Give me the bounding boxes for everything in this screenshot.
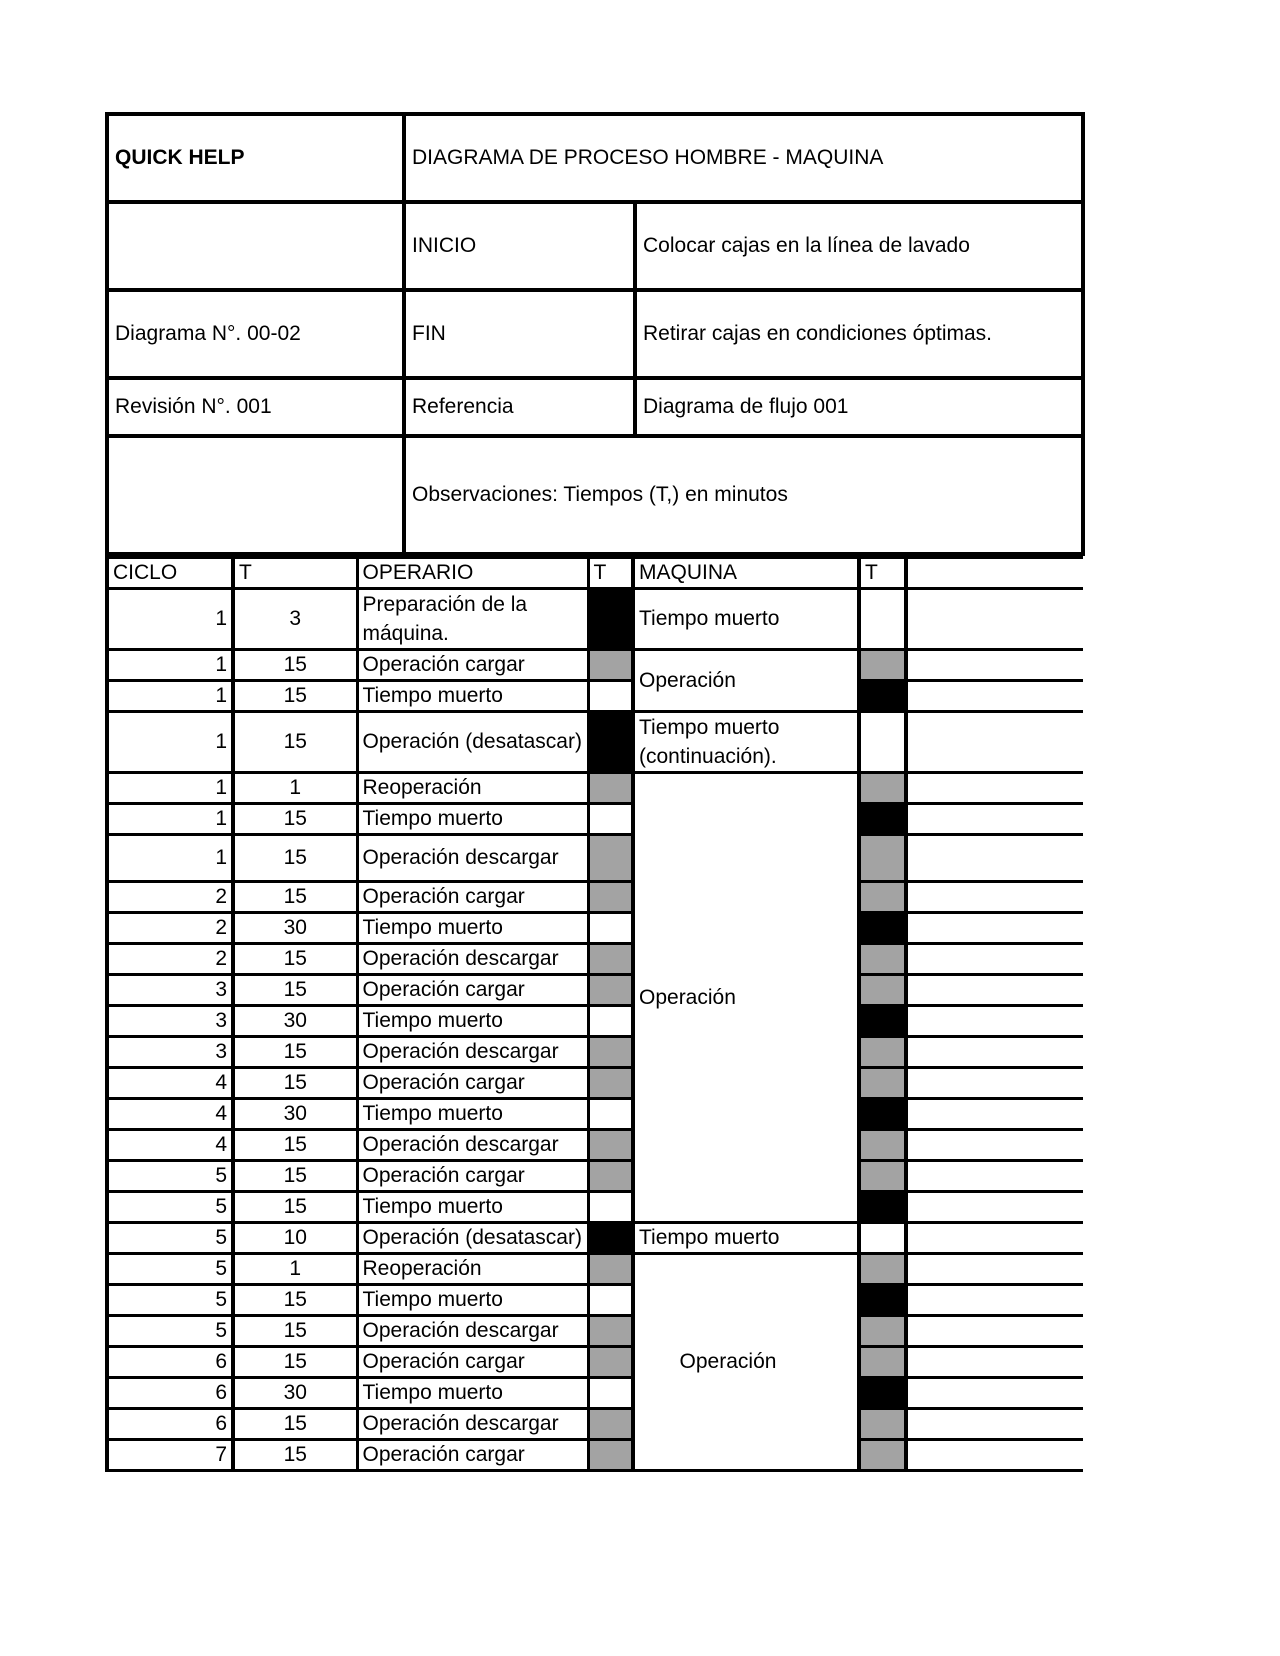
operario-time-marker bbox=[588, 913, 633, 944]
operario-time-marker bbox=[588, 1161, 633, 1192]
ciclo-cell: 5 bbox=[107, 1161, 233, 1192]
ciclo-cell: 5 bbox=[107, 1285, 233, 1316]
operario-cell: Operación cargar bbox=[357, 882, 588, 913]
extra-cell bbox=[906, 1099, 1083, 1130]
t-cell: 15 bbox=[233, 650, 357, 681]
t-cell: 15 bbox=[233, 882, 357, 913]
operario-time-marker bbox=[588, 1068, 633, 1099]
extra-cell bbox=[906, 650, 1083, 681]
operario-cell: Tiempo muerto bbox=[357, 804, 588, 835]
empty-cell bbox=[107, 436, 404, 554]
operario-cell: Operación (desatascar) bbox=[357, 1223, 588, 1254]
maquina-time-marker bbox=[859, 1099, 906, 1130]
fin-label: FIN bbox=[404, 290, 635, 378]
table-row bbox=[107, 913, 1083, 944]
col-ciclo: CICLO bbox=[107, 558, 233, 589]
operario-time-marker bbox=[588, 773, 633, 804]
t-cell: 15 bbox=[233, 1068, 357, 1099]
ciclo-cell: 3 bbox=[107, 1006, 233, 1037]
extra-cell bbox=[906, 944, 1083, 975]
table-row bbox=[107, 773, 1083, 804]
table-row bbox=[107, 944, 1083, 975]
extra-cell bbox=[906, 1409, 1083, 1440]
operario-time-marker bbox=[588, 1285, 633, 1316]
operario-cell: Operación descargar bbox=[357, 1037, 588, 1068]
operario-cell: Tiempo muerto bbox=[357, 1099, 588, 1130]
extra-cell bbox=[906, 1316, 1083, 1347]
extra-cell bbox=[906, 1440, 1083, 1471]
ciclo-cell: 1 bbox=[107, 681, 233, 712]
table-row bbox=[107, 712, 1083, 773]
header-table bbox=[105, 112, 1085, 556]
operario-time-marker bbox=[588, 1192, 633, 1223]
ciclo-cell: 1 bbox=[107, 589, 233, 650]
ciclo-cell: 4 bbox=[107, 1068, 233, 1099]
referencia-label: Referencia bbox=[404, 378, 635, 436]
table-row bbox=[107, 1037, 1083, 1068]
extra-cell bbox=[906, 1130, 1083, 1161]
empty-cell bbox=[107, 202, 404, 290]
operario-time-marker bbox=[588, 804, 633, 835]
col-extra bbox=[906, 558, 1083, 589]
t-cell: 15 bbox=[233, 944, 357, 975]
maquina-time-marker bbox=[859, 1037, 906, 1068]
table-row bbox=[107, 650, 1083, 681]
operario-cell: Tiempo muerto bbox=[357, 1285, 588, 1316]
t-cell: 15 bbox=[233, 835, 357, 882]
ciclo-cell: 1 bbox=[107, 650, 233, 681]
t-cell: 15 bbox=[233, 975, 357, 1006]
observaciones: Observaciones: Tiempos (T,) en minutos bbox=[404, 436, 1083, 554]
operario-time-marker bbox=[588, 1347, 633, 1378]
operario-time-marker bbox=[588, 712, 633, 773]
maquina-time-marker bbox=[859, 913, 906, 944]
ciclo-cell: 5 bbox=[107, 1223, 233, 1254]
ciclo-cell: 6 bbox=[107, 1347, 233, 1378]
operario-cell: Operación (desatascar) bbox=[357, 712, 588, 773]
t-cell: 15 bbox=[233, 1409, 357, 1440]
table-row bbox=[107, 1285, 1083, 1316]
maquina-time-marker bbox=[859, 650, 906, 681]
extra-cell bbox=[906, 1006, 1083, 1037]
ciclo-cell: 4 bbox=[107, 1099, 233, 1130]
table-row bbox=[107, 1006, 1083, 1037]
maquina-cell: Tiempo muerto bbox=[633, 1223, 859, 1254]
table-row bbox=[107, 589, 1083, 650]
maquina-time-marker bbox=[859, 1006, 906, 1037]
operario-cell: Operación cargar bbox=[357, 650, 588, 681]
table-row bbox=[107, 1099, 1083, 1130]
inicio-label: INICIO bbox=[404, 202, 635, 290]
maquina-time-marker bbox=[859, 1285, 906, 1316]
operario-cell: Operación descargar bbox=[357, 944, 588, 975]
t-cell: 30 bbox=[233, 1378, 357, 1409]
t-cell: 15 bbox=[233, 1037, 357, 1068]
operario-cell: Preparación de la máquina. bbox=[357, 589, 588, 650]
ciclo-cell: 2 bbox=[107, 913, 233, 944]
operario-time-marker bbox=[588, 1409, 633, 1440]
table-row bbox=[107, 835, 1083, 882]
col-operario: OPERARIO bbox=[357, 558, 588, 589]
operario-time-marker bbox=[588, 882, 633, 913]
operario-time-marker bbox=[588, 944, 633, 975]
col-t-maquina: T bbox=[859, 558, 906, 589]
maquina-time-marker bbox=[859, 1223, 906, 1254]
maquina-time-marker bbox=[859, 1378, 906, 1409]
operario-time-marker bbox=[588, 1223, 633, 1254]
extra-cell bbox=[906, 804, 1083, 835]
maquina-time-marker bbox=[859, 975, 906, 1006]
t-cell: 15 bbox=[233, 1192, 357, 1223]
operario-time-marker bbox=[588, 650, 633, 681]
extra-cell bbox=[906, 1192, 1083, 1223]
operario-time-marker bbox=[588, 975, 633, 1006]
operario-time-marker bbox=[588, 1006, 633, 1037]
operario-cell: Operación descargar bbox=[357, 1316, 588, 1347]
t-cell: 15 bbox=[233, 681, 357, 712]
table-row bbox=[107, 1192, 1083, 1223]
table-row bbox=[107, 1378, 1083, 1409]
inicio-value: Colocar cajas en la línea de lavado bbox=[635, 202, 1083, 290]
maquina-time-marker bbox=[859, 1347, 906, 1378]
t-cell: 15 bbox=[233, 1440, 357, 1471]
operario-time-marker bbox=[588, 1099, 633, 1130]
column-header-row bbox=[107, 558, 1083, 589]
maquina-time-marker bbox=[859, 1161, 906, 1192]
table-row bbox=[107, 1223, 1083, 1254]
operario-cell: Operación descargar bbox=[357, 1130, 588, 1161]
extra-cell bbox=[906, 1223, 1083, 1254]
brand-title: QUICK HELP bbox=[107, 114, 404, 202]
operario-time-marker bbox=[588, 1254, 633, 1285]
ciclo-cell: 1 bbox=[107, 773, 233, 804]
table-row bbox=[107, 1254, 1083, 1285]
maquina-time-marker bbox=[859, 1068, 906, 1099]
extra-cell bbox=[906, 835, 1083, 882]
maquina-time-marker bbox=[859, 773, 906, 804]
t-cell: 15 bbox=[233, 1316, 357, 1347]
maquina-time-marker bbox=[859, 712, 906, 773]
operario-cell: Operación cargar bbox=[357, 1440, 588, 1471]
t-cell: 1 bbox=[233, 1254, 357, 1285]
maquina-time-marker bbox=[859, 681, 906, 712]
ciclo-cell: 6 bbox=[107, 1378, 233, 1409]
maquina-time-marker bbox=[859, 1440, 906, 1471]
maquina-time-marker bbox=[859, 835, 906, 882]
process-grid bbox=[105, 556, 1083, 1472]
extra-cell bbox=[906, 773, 1083, 804]
ciclo-cell: 5 bbox=[107, 1192, 233, 1223]
table-row bbox=[107, 1130, 1083, 1161]
operario-cell: Operación cargar bbox=[357, 1347, 588, 1378]
table-row bbox=[107, 804, 1083, 835]
ciclo-cell: 5 bbox=[107, 1254, 233, 1285]
extra-cell bbox=[906, 975, 1083, 1006]
operario-time-marker bbox=[588, 1037, 633, 1068]
diagram-number: Diagrama N°. 00-02 bbox=[107, 290, 404, 378]
t-cell: 30 bbox=[233, 913, 357, 944]
extra-cell bbox=[906, 589, 1083, 650]
referencia-value: Diagrama de flujo 001 bbox=[635, 378, 1083, 436]
table-row bbox=[107, 1440, 1083, 1471]
operario-time-marker bbox=[588, 681, 633, 712]
ciclo-cell: 7 bbox=[107, 1440, 233, 1471]
operario-cell: Operación descargar bbox=[357, 835, 588, 882]
ciclo-cell: 6 bbox=[107, 1409, 233, 1440]
operario-cell: Operación cargar bbox=[357, 1161, 588, 1192]
operario-cell: Operación cargar bbox=[357, 1068, 588, 1099]
operario-cell: Operación descargar bbox=[357, 1409, 588, 1440]
maquina-time-marker bbox=[859, 944, 906, 975]
t-cell: 30 bbox=[233, 1006, 357, 1037]
ciclo-cell: 5 bbox=[107, 1316, 233, 1347]
table-row bbox=[107, 1161, 1083, 1192]
operario-cell: Tiempo muerto bbox=[357, 913, 588, 944]
operario-time-marker bbox=[588, 589, 633, 650]
operario-cell: Tiempo muerto bbox=[357, 1006, 588, 1037]
ciclo-cell: 3 bbox=[107, 975, 233, 1006]
extra-cell bbox=[906, 1378, 1083, 1409]
maquina-time-marker bbox=[859, 1254, 906, 1285]
t-cell: 10 bbox=[233, 1223, 357, 1254]
t-cell: 3 bbox=[233, 589, 357, 650]
ciclo-cell: 4 bbox=[107, 1130, 233, 1161]
maquina-time-marker bbox=[859, 1316, 906, 1347]
t-cell: 15 bbox=[233, 804, 357, 835]
revision-number: Revisión N°. 001 bbox=[107, 378, 404, 436]
diagram-title: DIAGRAMA DE PROCESO HOMBRE - MAQUINA bbox=[404, 114, 1083, 202]
ciclo-cell: 1 bbox=[107, 804, 233, 835]
extra-cell bbox=[906, 1037, 1083, 1068]
maquina-time-marker bbox=[859, 804, 906, 835]
table-row bbox=[107, 975, 1083, 1006]
col-maquina: MAQUINA bbox=[633, 558, 859, 589]
operario-time-marker bbox=[588, 1440, 633, 1471]
operario-time-marker bbox=[588, 1378, 633, 1409]
extra-cell bbox=[906, 1068, 1083, 1099]
operario-cell: Operación cargar bbox=[357, 975, 588, 1006]
maquina-cell: Tiempo muerto (continuación). bbox=[633, 712, 859, 773]
extra-cell bbox=[906, 712, 1083, 773]
fin-value: Retirar cajas en condiciones óptimas. bbox=[635, 290, 1083, 378]
maquina-time-marker bbox=[859, 882, 906, 913]
table-row bbox=[107, 681, 1083, 712]
ciclo-cell: 1 bbox=[107, 835, 233, 882]
maquina-time-marker bbox=[859, 1192, 906, 1223]
t-cell: 15 bbox=[233, 1161, 357, 1192]
operario-cell: Tiempo muerto bbox=[357, 681, 588, 712]
extra-cell bbox=[906, 882, 1083, 913]
ciclo-cell: 3 bbox=[107, 1037, 233, 1068]
table-row bbox=[107, 1409, 1083, 1440]
extra-cell bbox=[906, 1161, 1083, 1192]
maquina-cell: Operación bbox=[633, 773, 859, 1223]
ciclo-cell: 1 bbox=[107, 712, 233, 773]
operario-cell: Tiempo muerto bbox=[357, 1192, 588, 1223]
extra-cell bbox=[906, 913, 1083, 944]
t-cell: 30 bbox=[233, 1099, 357, 1130]
extra-cell bbox=[906, 1254, 1083, 1285]
maquina-time-marker bbox=[859, 1409, 906, 1440]
process-chart-sheet bbox=[105, 112, 1081, 1472]
extra-cell bbox=[906, 681, 1083, 712]
ciclo-cell: 2 bbox=[107, 944, 233, 975]
table-row bbox=[107, 1068, 1083, 1099]
maquina-cell: Tiempo muerto bbox=[633, 589, 859, 650]
maquina-time-marker bbox=[859, 1130, 906, 1161]
extra-cell bbox=[906, 1285, 1083, 1316]
table-row bbox=[107, 1347, 1083, 1378]
t-cell: 15 bbox=[233, 1347, 357, 1378]
maquina-cell: Operación bbox=[633, 1254, 859, 1471]
t-cell: 15 bbox=[233, 1285, 357, 1316]
t-cell: 1 bbox=[233, 773, 357, 804]
ciclo-cell: 2 bbox=[107, 882, 233, 913]
t-cell: 15 bbox=[233, 712, 357, 773]
col-t: T bbox=[233, 558, 357, 589]
extra-cell bbox=[906, 1347, 1083, 1378]
maquina-time-marker bbox=[859, 589, 906, 650]
operario-cell: Reoperación bbox=[357, 1254, 588, 1285]
operario-cell: Tiempo muerto bbox=[357, 1378, 588, 1409]
table-row bbox=[107, 882, 1083, 913]
operario-time-marker bbox=[588, 835, 633, 882]
col-t-operario: T bbox=[588, 558, 633, 589]
maquina-cell: Operación bbox=[633, 650, 859, 712]
table-row bbox=[107, 1316, 1083, 1347]
operario-cell: Reoperación bbox=[357, 773, 588, 804]
t-cell: 15 bbox=[233, 1130, 357, 1161]
operario-time-marker bbox=[588, 1130, 633, 1161]
operario-time-marker bbox=[588, 1316, 633, 1347]
